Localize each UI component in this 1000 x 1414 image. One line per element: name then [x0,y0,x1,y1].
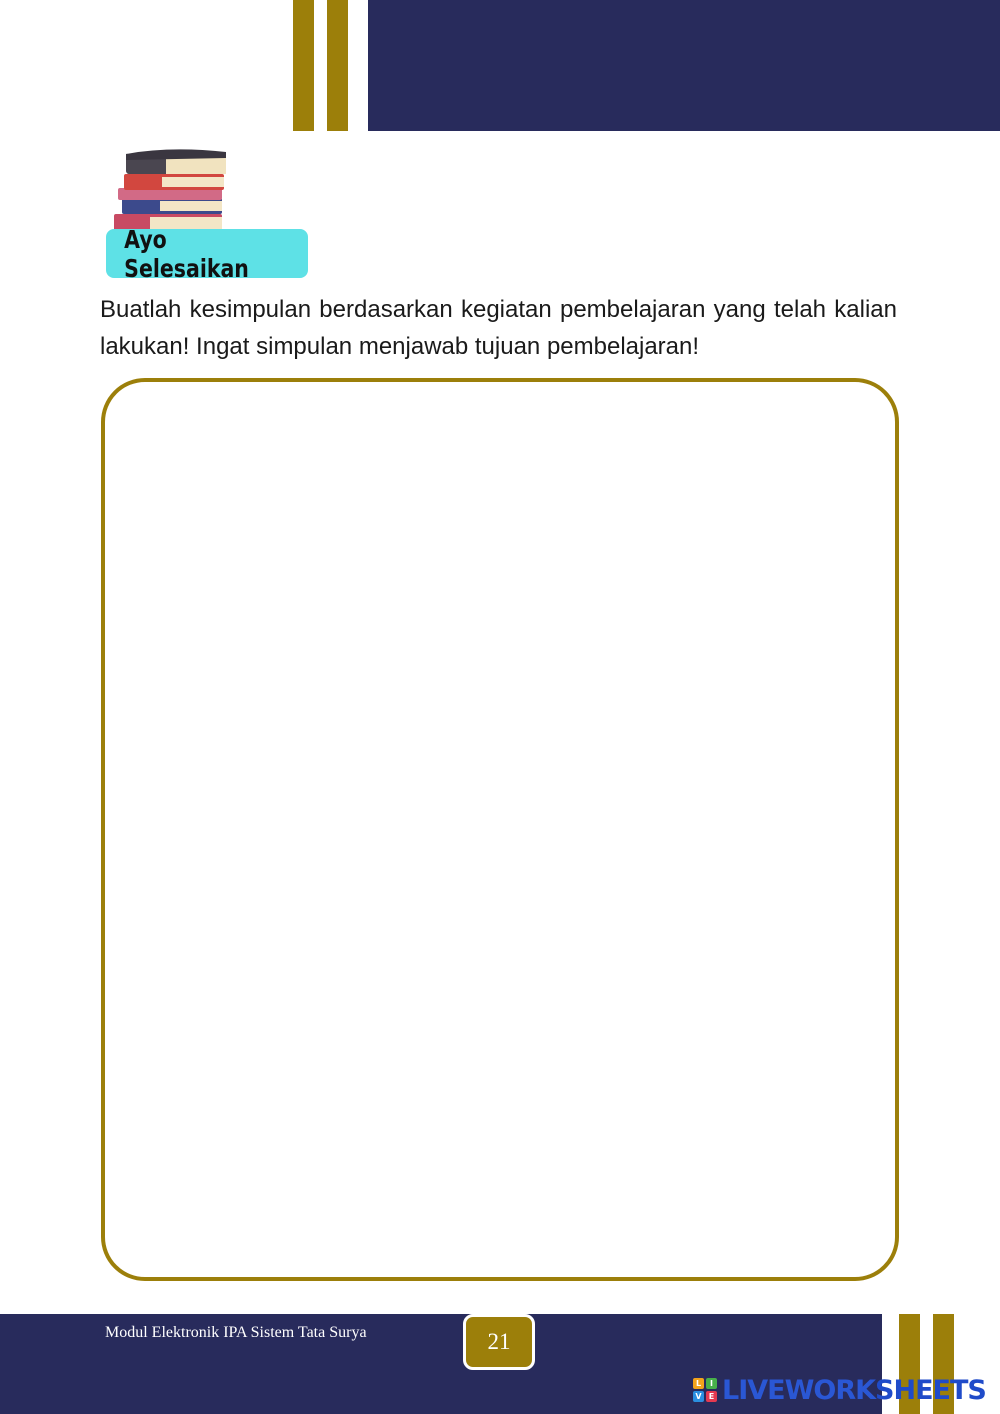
liveworksheets-squares-icon [693,1378,717,1402]
header-banner [368,0,1000,131]
logo-square-v: V [693,1391,704,1402]
header-stripe-left [293,0,314,131]
instruction-text: Buatlah kesimpulan berdasarkan kegiatan pembelajaran yang telah kalian lakukan! Ingat simpulan menjawab tujuan pembelajaran! [100,296,897,360]
answer-input[interactable] [105,382,895,1277]
page-number: 21 [487,1329,511,1354]
footer-module-title: Modul Elektronik IPA Sistem Tata Surya [105,1324,367,1341]
page-number-badge [463,1314,535,1370]
books-stack-icon [110,148,235,233]
liveworksheets-logo[interactable] [693,1374,986,1406]
header-stripe-right [327,0,348,131]
logo-word-sheets: SHEETS [875,1374,986,1406]
section-badge [106,224,308,283]
answer-box [101,378,899,1281]
logo-square-l: L [693,1378,704,1389]
logo-square-i: I [706,1378,717,1389]
logo-word-livework: LIVEWORK [722,1374,876,1406]
section-badge-label: Ayo Selesaikan [124,224,249,283]
logo-square-e: E [706,1391,717,1402]
